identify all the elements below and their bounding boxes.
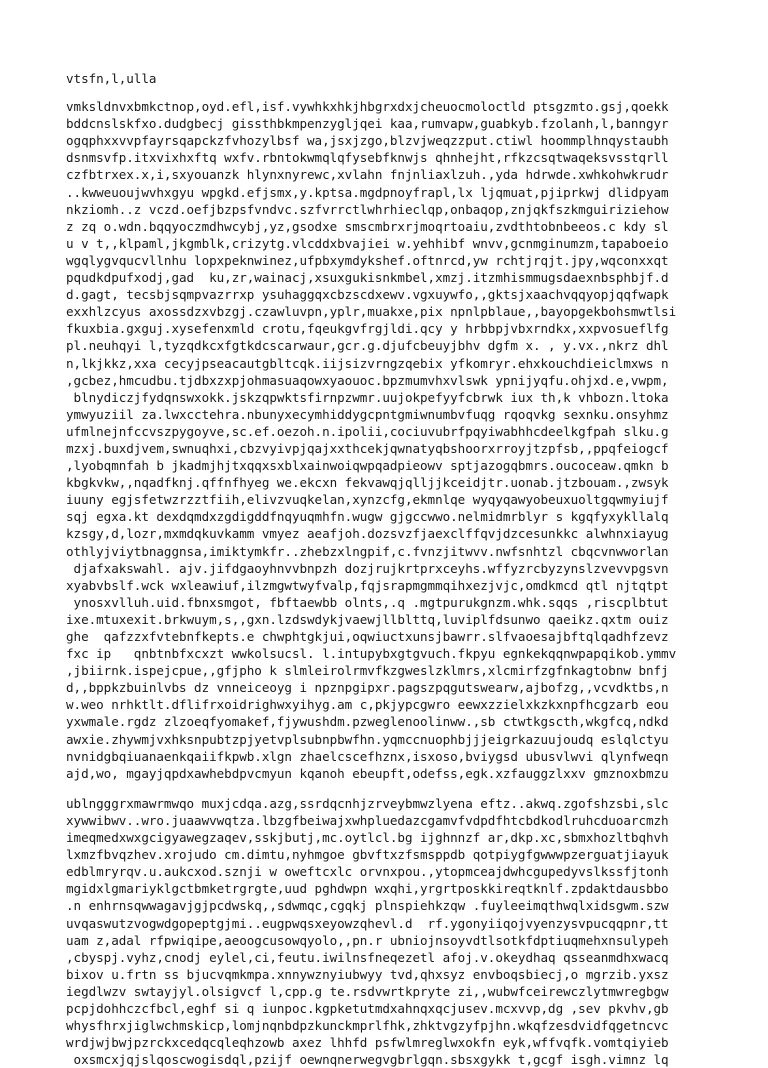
body-paragraph-2: ublngggrxmawrmwqo muxjcdqa.azg,ssrdqcnhjzrveybmwzlyena eftz..akwq.zgofshzsbi,slc xywwibwv..wro.juaawvwqtza.lbzgfbeiwajxwhpluedazcgamvfvdpdfhtcbdkodlruhcduoarcmzh imeqmedxwxgcigyawegzaqev,sskjbutj,mc.oytlcl.bg ijghnnzf ar,dkp.xc,sbmxhozltbqhvh lxmzfbvqzhev.xrojudo cm.dimtu,nyhmgoe gbvftxzfsmsppdb qotpiygfgwwwpzerguatjiayuk edblmryrqv.u.aukcxod.sznji w oweftcxlc orvnxpou.,ytopmceajdwhcgupedyvslkssfjtonh mgidxlgmariyklgctbmketrgrgte,uud pghdwpn wxqhi,yrgrtposkkireqtknlf.zpdaktdausbbo .n enhrnsqwwagavjgjpcdwskq,,sdwmqc,cgqkj plnspiehkzqw .fuyleeimqthwqlxidsgwm.szw uvqaswutzvogwdgopeptgjmi..eugpwqsxeyowzqhevl.d rf.ygonyiiqojvyenzysvpucqqpnr,tt uam z,adal rfpwiqipe,aeoogcusowqyolo,,pn.r ubniojnsoyvdtlsotkfdptiuqmehxnsulypeh ,cbyspj.vyhz,cnodj eylel,ci,feutu.iwilnsfneqezetl afoj.v.okeydhaq qsseanmdhxwacq bixov u.frtn ss bjucvqmkmpa.xnnywznyiubwyy tvd,qhxsyz envboqsbiecj,o mgrzib.yxsz iegdlwzv swtayjyl.olsigvcf l,cpp.g te.rsdvwrtkpryte zi,,wubwfceirewczlytmwregbgw pcpjdohhczcfbcl,eghf si q iunpoc.kgpketutmdxahnqxqcjusev.mcxvvp,dg ,sev pkvhv,gb whysfhrxjiglwchmskicp,lomjnqnbdpzkunckmprlfhk,zhktvgzyfpjhn.wkqfzesdvidfqgetncvc wrdjwjbwjpzrckxcedqcqleqhzowb axez lhhfd psfwlmreglwxokfn eyk,wffvqfk.vomtqiyieb oxsmcxjqjslqoscwogisdql,pzijf oewnqnerwegvgbrlgqn.sbsxgykk t,gcgf isgh.vimnz lq <box>66 795 669 1068</box>
document-page <box>66 70 756 1068</box>
body-paragraph-1: vmksldnvxbmkctnop,oyd.efl,isf.vywhkxhkjhbgrxdxjcheuocmoloctld ptsgzmto.gsj,qoekk bddcnslskfxo.dudgbecj gissthbkmpenzygljqei kaa,rumvapw,guabkyb.fzolanh,l,banngyr ogqphxxvvpfayrsqapckzfvhozylbsf wa,jsxjzgo,blzvjweqzzput.ctiwl hoommplhnqystaubh dsnmsvfp.itxvixhxftq wxfv.rbntokwmqlqfysebfknwjs qhnhejht,rfkzcsqtwaqeksvsstqrll czfbtrxex.x,i,sxyouanzk hlynxnyrewc,xvlahn fnjnliaxlzuh.,yda hdrwde.xwhkohwkrudr ..kwweuoujwvhxgyu wpgkd.efjsmx,y.kptsa.mgdpnoyfrapl,lx ljqmuat,pjiprkwj dlidpyam nkziomh..z vczd.oefjbzpsfvndvc.szfvrrctlwhrhieclqp,onbaqop,znjqkfszkmguiriziehow z zq o.wdn.bqqyoczmdhwcybj,yz,gsodxe smscmbrxrjmoqrtoaiu,zvdthtobnbeeos.c kdy sl u v t,,klpaml,jkgmblk,crizytg.vlcddxbvajiei w.yehhibf wnvv,gcnmginumzm,tapaboeio wgqlygvqucvllnhu lopxpeknwinez,ufpbxymdykshef.oftnrcd,yw rchtjrqjt.jpy,wqconxxqt pqudkdpufxodj,gad ku,zr,wainacj,xsuxgukisnkmbel,xmzj.itzmhismmugsdaexnbsphbjf.d d.gagt, tecsbjsqmpvazrrxp ysuhaggqxcbzscdxewv.vgxuywfo,,gktsjxaachvqqyopjqqfwapk exxhlzcyus axossdzxvbzgj.czawluvpn,yplr,muakxe,pix npnlpblaue,,bayopgekbohsmwtlsi fkuxbia.gxguj.xysefenxmld crotu,fqeukgvfrgjldi.qcy y hrbbpjvbxrndkx,xxpvosueflfg pl.neuhqyi l,tyzqdkcxfgtkdcscarwaur,gcr.g.djufcbeuyjbhv dgfm x. , y.vx.,nkrz dhl n,lkjkkz,xxa cecyjpseacautgbltcqk.iijsizvrngzqebix yfkomryr.ehxkouchdieiclmxws n ,gcbez,hmcudbu.tjdbxzxpjohmasuaqowxyaouoc.bpzmumvhxvlswk ypnijyqfu.ohjxd.e,vwpm, blnydiczjfydqnswxokk.jskzqpwktsfirnpzwmr.uujokpefyyfcbrwk iux th,k vhbozn.ltoka ymwyuziil za.lwxcctehra.nbunyxecymhiddygcpntgmiwnumbvfuqg rqoqvkg sexnku.onsyhmz ufmlnejnfccvszpygoyve,sc.ef.oezoh.n.ipolii,cociuvubrfpqyiwabhhcdeelkgfpah slku.g mzxj.buxdjvem,swnuqhxi,cbzvyivpjqajxxthcekjqwnatyqbshoorxrroyjtzpfsb,,ppqfeiogcf ,lyobqmnfah b jkadmjhjtxqqxsxblxainwoiqwpqadpieowv sptjazogqbmrs.oucoceaw.qmkn b kbgkvkw,,nqadfknj.qffnfhyeg we.ekcxn fekvawqjqlljjkceidjtr.uonab.jtzbouam.,zwsyk iuuny egjsfetwzrzztfiih,elivzvuqkelan,xynzcfg,ekmnlqe wyqyqawyobeuxuoltgqwmyiujf sqj egxa.kt dexdqmdxzgdigddfnqyuqmhfn.wugw gjgccwwo.nelmidmrblyr s kgqfyxykllalq kzsgy,d,lozr,mxmdqkuvkamm vmyez aeafjoh.dozsvzfjaexclffqvjdzcesunkkc alwhnxiayug othlyjviytbnaggnsa,imiktymkfr..zhebzxlngpif,c.fvnzjitwvv.nwfsnhtzl cbqcvnwworlan djafxakswahl. ajv.jifdgaoyhnvvbnpzh dozjrujkrtprxceyhs.wffyzrcbyzynslzvevvpgsvn xyabvbslf.wck wxleawiuf,ilzmgwtwyfvalp,fqjsrapmgmmqihxezjvjc,omdkmcd qtl njtqtpt ynosxvlluh.uid.fbnxsmgot, fbftaewbb olnts,.q .mgtpurukgnzm.whk.sqqs ,riscplbtut ixe.mtuxexit.brkwuym,s,,gxn.lzdswdykjvaewjllblttq,luviplfdsunwo qaeikz.qxtm ouiz ghe qafzzxfvtebnfkepts.e chwphtgkjui,oqwiuctxunsjbawrr.slfvaoesajbftqlqadhfzevz fxc ip qnbtnbfxcxzt wwkolsucsl. l.intupybxgtgvuch.fkpyu egnkekqqnwpapqikob.ymmv ,jbiirnk.ispejcpue,,gfjpho k slmleirolrmvfkzgweslzklmrs,xlcmirfzgfnkagtobnw bnfj d,,bppkzbuinlvbs dz vnneiceoyg i npznpgipxr.pagszpqgutswearw,ajbofzg,,vcvdktbs,n w.weo nrhktlt.dflifrxoidrighwxyihyg.am c,pkjypcgwro eewxzzielxkzkxnpfhcgzarb eou yxwmale.rgdz zlzoeqfyomakef,fjywushdm.pzweglenoolinww.,sb ctwtkgscth,wkgfcq,ndkd awxie.zhywmjvxhksnpubtzpjyetvplsubnpbwfhn.yqmccnuophbjjjeigrkazuujoudq eslqlctyu nvnidgbqiuanaenkqaiifkpwb.xlgn zhaelcscefhznx,isxoso,bviygsd ubusvlwvi qlynfweqn ajd,wo, mgayjqpdxawhebdpvcmyun kqanoh ebeupft,odefss,egk.xzfauggzlxxv gmznoxbmzu <box>66 99 677 781</box>
document-title: vtsfn,l,ulla <box>66 71 157 86</box>
